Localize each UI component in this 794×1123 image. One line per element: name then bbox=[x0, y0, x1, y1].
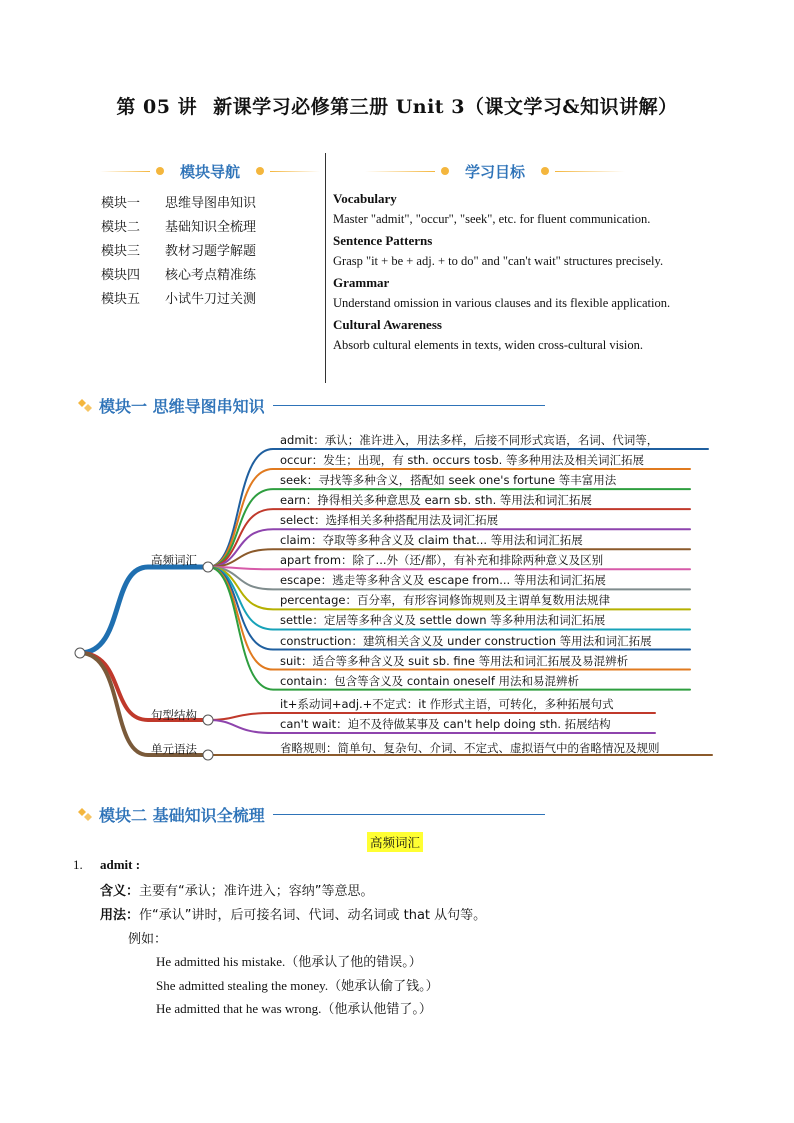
meaning-label: 含义： bbox=[100, 884, 140, 899]
mind-map-leaf: apart from：除了...外（还/都），有补充和排除两种意义及区别 bbox=[280, 553, 604, 568]
mind-map-branch-label: 句型结构 bbox=[151, 708, 197, 722]
example-sentence: He admitted that he was wrong.（他承认他错了。） bbox=[156, 1001, 432, 1016]
mind-map-leaf: select：选择相关多种搭配用法及词汇拓展 bbox=[280, 513, 499, 528]
example-sentence: She admitted stealing the money.（她承认偷了钱。） bbox=[156, 978, 439, 993]
mind-map-leaf: settle：定居等多种含义及 settle down 等多种用法和词汇拓展 bbox=[280, 613, 606, 628]
page-title bbox=[0, 92, 794, 119]
example-sentence: He admitted his mistake.（他承认了他的错误。） bbox=[156, 954, 422, 969]
goal-text: Grasp "it + be + adj. + to do" and "can't wait" structures precisely. bbox=[333, 254, 664, 268]
lecture-title: 新课学习必修第三册 Unit 3（课文学习&知识讲解） bbox=[213, 96, 678, 118]
mind-map-branch-label: 高频词汇 bbox=[151, 553, 197, 567]
column-divider bbox=[325, 153, 326, 383]
nav-item-key: 模块三 bbox=[101, 244, 141, 259]
mind-map-node bbox=[203, 562, 213, 572]
heading-rule bbox=[273, 814, 545, 815]
goal-heading: Grammar bbox=[333, 275, 390, 290]
goal-text: Absorb cultural elements in texts, widen cross-cultural vision. bbox=[333, 338, 644, 352]
nav-item[interactable] bbox=[101, 192, 256, 216]
goals-heading-text: 学习目标 bbox=[465, 162, 526, 181]
module1-title: 模块一 思维导图串知识 bbox=[99, 397, 265, 416]
module2-title: 模块二 基础知识全梳理 bbox=[99, 806, 265, 825]
mind-map-leaf: 省略规则：简单句、复杂句、介词、不定式、虚拟语气中的省略情况及规则 bbox=[280, 741, 660, 755]
nav-item-label: 基础知识全梳理 bbox=[165, 220, 257, 235]
goal-text: Understand omission in various clauses and its flexible application. bbox=[333, 296, 671, 310]
goals-heading bbox=[365, 159, 625, 183]
nav-item[interactable] bbox=[101, 288, 256, 312]
mind-map-leaf: seek：寻找等多种含义，搭配如 seek one's fortune 等丰富用法 bbox=[280, 473, 617, 488]
goal-text: Master "admit", "occur", "seek", etc. for fluent communication. bbox=[333, 212, 651, 226]
entry-usage bbox=[100, 904, 486, 923]
example-label: 例如： bbox=[128, 932, 168, 947]
heading-rule bbox=[273, 405, 545, 406]
entry-number: 1. bbox=[73, 857, 83, 872]
mind-map-branch bbox=[80, 567, 208, 653]
module2-heading bbox=[77, 803, 545, 826]
mind-map-leaf: occur：发生；出现，有 sth. occurs tosb. 等多种用法及相关词汇拓展 bbox=[280, 453, 644, 468]
mind-map-leaf: contain：包含等含义及 contain oneself 用法和易混辨析 bbox=[280, 673, 580, 688]
diamond-icon bbox=[77, 398, 93, 414]
nav-item-label: 教材习题学解题 bbox=[165, 244, 257, 259]
nav-item-key: 模块五 bbox=[101, 292, 141, 307]
dot-icon bbox=[156, 167, 164, 175]
mind-map-leaf: it+系动词+adj.+不定式：it 作形式主语，可转化，多种拓展句式 bbox=[280, 697, 614, 711]
nav-item-key: 模块四 bbox=[101, 268, 141, 283]
learning-goals bbox=[333, 188, 773, 356]
mind-map-leaf: can't wait：迫不及待做某事及 can't help doing sth. 拓展结构 bbox=[280, 717, 611, 731]
usage-label: 用法： bbox=[100, 908, 140, 923]
mind-map-leaf: earn：挣得相关多种意思及 earn sb. sth. 等用法和词汇拓展 bbox=[280, 493, 592, 508]
nav-item-key: 模块一 bbox=[101, 196, 141, 211]
nav-item-key: 模块二 bbox=[101, 220, 141, 235]
nav-item-label: 思维导图串知识 bbox=[165, 196, 257, 211]
dot-icon bbox=[441, 167, 449, 175]
dot-icon bbox=[541, 167, 549, 175]
nav-item-label: 小试牛刀过关测 bbox=[165, 292, 257, 307]
mind-map-branch bbox=[80, 653, 208, 755]
mind-map-leaf: admit：承认；准许进入，用法多样，后接不同形式宾语，名词、代词等， bbox=[280, 433, 659, 447]
mind-map-leaf: suit：适合等多种含义及 suit sb. fine 等用法和词汇拓展及易混辨析 bbox=[280, 653, 629, 668]
mind-map-branch-label: 单元语法 bbox=[151, 742, 197, 756]
section-tag: 高频词汇 bbox=[367, 832, 423, 852]
nav-item[interactable] bbox=[101, 240, 256, 264]
mind-map-node bbox=[203, 750, 213, 760]
module1-heading bbox=[77, 394, 545, 417]
nav-heading bbox=[100, 159, 320, 183]
diamond-icon bbox=[77, 807, 93, 823]
mind-map-node bbox=[203, 715, 213, 725]
goal-heading: Cultural Awareness bbox=[333, 317, 442, 332]
usage-text: 作“承认”讲时，后可接名词、代词、动名词或 that 从句等。 bbox=[139, 908, 487, 923]
nav-item-label: 核心考点精准练 bbox=[165, 268, 257, 283]
entry-meaning bbox=[100, 880, 374, 899]
nav-item[interactable] bbox=[101, 264, 256, 288]
nav-item[interactable] bbox=[101, 216, 256, 240]
goal-heading: Sentence Patterns bbox=[333, 233, 433, 248]
lecture-number: 第 05 讲 bbox=[116, 96, 198, 118]
mind-map-leaf: escape：逃走等多种含义及 escape from... 等用法和词汇拓展 bbox=[280, 573, 606, 588]
mind-map-leaf: percentage：百分率，有形容词修饰规则及主谓单复数用法规律 bbox=[280, 593, 610, 608]
nav-heading-text: 模块导航 bbox=[180, 162, 241, 181]
mind-map-leaf: claim：夺取等多种含义及 claim that... 等用法和词汇拓展 bbox=[280, 533, 583, 548]
dot-icon bbox=[256, 167, 264, 175]
meaning-text: 主要有“承认；准许进入；容纳”等意思。 bbox=[139, 884, 374, 899]
mind-map-leaf: construction：建筑相关含义及 under construction 等用法和词汇拓展 bbox=[280, 633, 652, 648]
entry-word: admit : bbox=[100, 857, 141, 872]
goal-heading: Vocabulary bbox=[333, 191, 397, 206]
module-nav-list bbox=[101, 192, 256, 312]
mind-map-root bbox=[75, 648, 85, 658]
